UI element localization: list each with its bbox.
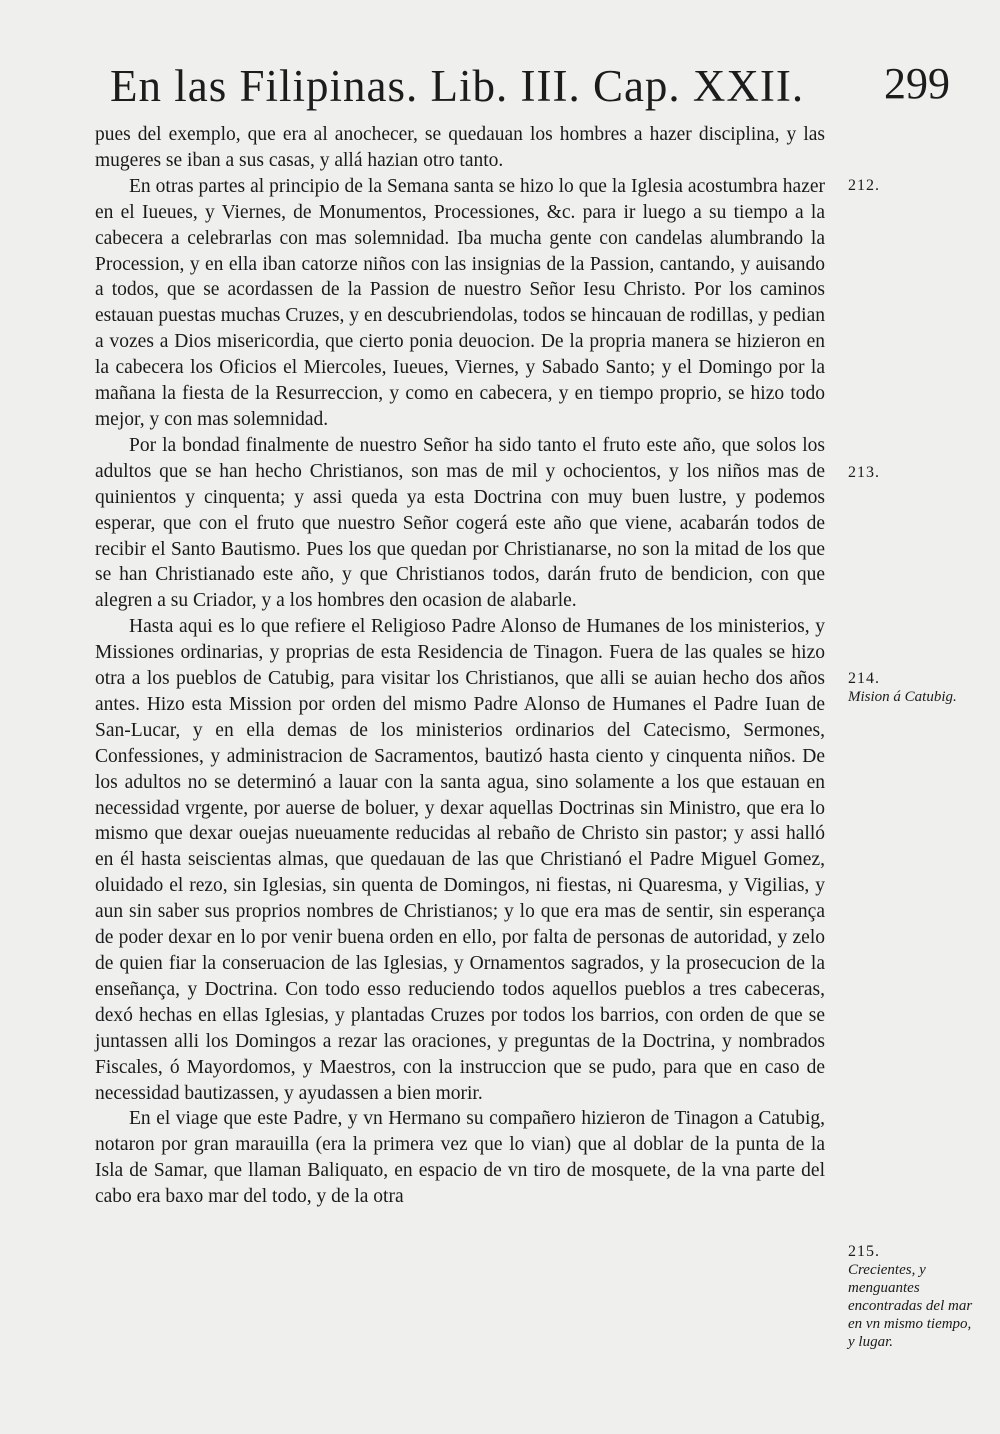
running-title: En las Filipinas. Lib. III. Cap. XXII. bbox=[110, 61, 805, 111]
margin-note-212 bbox=[848, 176, 980, 195]
margin-note-gloss: Crecientes, y menguantes encontradas del mar en vn mismo tiempo, y lugar. bbox=[848, 1262, 973, 1350]
margin-note-number: 213. bbox=[848, 464, 880, 481]
paragraph-213: Por la bondad finalmente de nuestro Señor ha sido tanto el fruto este año, que solos los adultos que se han hecho Christianos, son mas de mil y ochocientos, y los niños mas de quinientos y cinquenta; y assi queda ya esta Doctrina con muy buen lustre, y podemos esperar, que con el fruto que nuestro Señor cogerá este año que viene, acabarán todos de recibir el Santo Bautismo. Pues los que quedan por Christianarse, no son la mitad de los que se han Christianado este año, y que Christianos todos, darán fruto de bendicion, con que alegren a su Criador, y a los hombres den ocasion de alabarle. bbox=[95, 434, 825, 612]
margin-note-number: 214. bbox=[848, 670, 880, 687]
paragraph-continuation: pues del exemplo, que era al anochecer, se quedauan los hombres a hazer disciplina, y las mugeres se iban a sus casas, y allá hazian otro tanto. bbox=[95, 124, 825, 171]
margin-note-214 bbox=[848, 669, 980, 706]
margin-note-213 bbox=[848, 463, 980, 482]
margin-note-215 bbox=[848, 1242, 980, 1351]
page-number: 299 bbox=[884, 59, 950, 108]
margin-note-number: 215. bbox=[848, 1243, 880, 1260]
margin-note-gloss: Mision á Catubig. bbox=[848, 689, 957, 705]
paragraph-212: En otras partes al principio de la Semana santa se hizo lo que la Iglesia acostumbra hazer en el Iueues, y Viernes, de Monumentos, Processiones, &c. para ir luego a su tiempo a la cabecera a celebrarlas con mas solemnidad. Iba mucha gente con candelas alumbrando la Procession, y en ella iban catorze niños con las insignias de la Passion, cantando, y auisando a todos, que se acordassen de la Passion de nuestro Señor Iesu Christo. Por los caminos estauan puestas muchas Cruzes, y en descubriendolas, todos se hincauan de rodillas, y pedian a vozes a Dios misericordia, que cierto ponia deuocion. De la propria manera se hizieron en la cabecera los Oficios el Miercoles, Iueues, Viernes, y Sabado Santo; y el Domingo por la mañana la fiesta de la Resurreccion, y como en cabecera, y en tiempo proprio, se hizo todo mejor, y con mas solemnidad. bbox=[95, 175, 825, 430]
main-text bbox=[95, 122, 825, 1210]
paragraph-215: En el viage que este Padre, y vn Hermano su compañero hizieron de Tinagon a Catubig, notaron por gran marauilla (era la primera vez que lo vian) que al doblar de la punta de la Isla de Samar, que llaman Baliquato, en espacio de vn tiro de mosquete, de la vna parte del cabo era baxo mar del todo, y de la otra bbox=[95, 1108, 825, 1208]
margin-note-number: 212. bbox=[848, 177, 880, 194]
paragraph-214: Hasta aqui es lo que refiere el Religioso Padre Alonso de Humanes de los ministerios, y Missiones ordinarias, y proprias de esta Residencia de Tinagon. Fuera de las quales se hizo otra a los pueblos de Catubig, para visitar los Christianos, que alli se auian hecho dos años antes. Hizo esta Mission por orden del mismo Padre Alonso de Humanes el Padre Iuan de San-Lucar, y en ella demas de los ministerios ordinarios del Catecismo, Sermones, Confessiones, y administracion de Sacramentos, bautizó hasta ciento y cinquenta niños. De los adultos no se determinó a lauar con la santa agua, sino solamente a los que estauan en necessidad vrgente, por auerse de boluer, y dexar aquellas Doctrinas sin Ministro, que era lo mismo que dexar ouejas nueuamente reducidas al rebaño de Christo sin pastor; y assi halló en él hasta seiscientas almas, que quedauan de las que Christianó el Padre Miguel Gomez, oluidado el rezo, sin Iglesias, sin quenta de Domingos, ni fiestas, ni Quaresma, y Vigilias, y aun sin saber sus proprios nombres de Christianos; y lo que era mas de sentir, sin esperança de poder dexar en lo por venir buena orden en ello, por falta de personas de autoridad, y zelo de quien fiar la conseruacion de las Iglesias, y Ornamentos sagrados, y la prosecucion de la enseñança, y Doctrina. Con todo esso reduciendo todos aquellos pueblos a tres cabeceras, dexó hechas en ellas Iglesias, y plantadas Cruzes por todos los barrios, con orden de que se juntassen alli los Domingos a rezar las oraciones, y preguntas de la Doctrina, y nombrados Fiscales, ó Mayordomos, y Maestros, con la instruccion que se pudo, para que en caso de necessidad bautizassen, y ayudassen a bien morir. bbox=[95, 616, 825, 1104]
